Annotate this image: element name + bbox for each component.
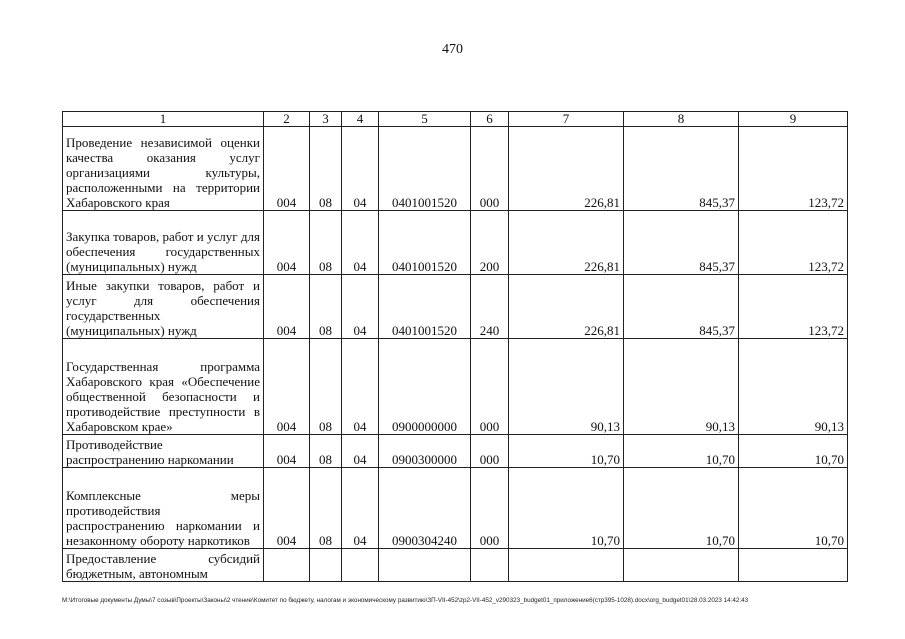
table-row xyxy=(63,127,848,211)
column-header: 5 xyxy=(379,112,471,127)
column-header: 4 xyxy=(342,112,379,127)
table-row xyxy=(63,211,848,275)
row-name: Иные закупки товаров, работ и услуг для обеспечения государственных (муниципальных) нужд xyxy=(63,275,264,339)
cell-c7: 90,13 xyxy=(509,339,624,435)
cell-c8: 845,37 xyxy=(624,211,739,275)
row-name: Комплексные меры противодействия распространению наркомании и незаконному обороту наркотиков xyxy=(63,468,264,549)
column-header: 6 xyxy=(471,112,509,127)
cell-c2: 004 xyxy=(264,468,310,549)
table-row xyxy=(63,435,848,468)
cell-c8: 845,37 xyxy=(624,127,739,211)
cell-c5: 0900000000 xyxy=(379,339,471,435)
header-row xyxy=(63,112,848,127)
cell-c9: 123,72 xyxy=(739,211,848,275)
cell-c3: 08 xyxy=(310,435,342,468)
page-number: 470 xyxy=(442,42,463,57)
cell-c3: 08 xyxy=(310,127,342,211)
cell-c9: 10,70 xyxy=(739,435,848,468)
cell-c5 xyxy=(379,549,471,582)
budget-table xyxy=(62,111,848,582)
column-header: 3 xyxy=(310,112,342,127)
cell-c4: 04 xyxy=(342,339,379,435)
cell-c6 xyxy=(471,549,509,582)
cell-c8: 10,70 xyxy=(624,435,739,468)
cell-c8: 90,13 xyxy=(624,339,739,435)
row-name: Противодействие распространению наркомании xyxy=(63,435,264,468)
cell-c3: 08 xyxy=(310,211,342,275)
cell-c2: 004 xyxy=(264,211,310,275)
cell-c9: 90,13 xyxy=(739,339,848,435)
document-path-footer: M:\Итоговые документы Думы\7 созыв\Проекты\Законы\2 чтение\Комитет по бюджету, налогам и экономическому развитию\ЗП-VII-452\zp2-VII-452_v290323_budget01_приложение6(стр395-1028).docx\org_budget01\28.03.2023 14:42:43 xyxy=(62,597,749,604)
table-row xyxy=(63,468,848,549)
cell-c2: 004 xyxy=(264,435,310,468)
cell-c3 xyxy=(310,549,342,582)
cell-c3: 08 xyxy=(310,339,342,435)
table-row xyxy=(63,549,848,582)
cell-c9 xyxy=(739,549,848,582)
cell-c7: 226,81 xyxy=(509,211,624,275)
cell-c9: 123,72 xyxy=(739,275,848,339)
cell-c5: 0401001520 xyxy=(379,211,471,275)
cell-c4: 04 xyxy=(342,468,379,549)
column-header: 8 xyxy=(624,112,739,127)
cell-c2 xyxy=(264,549,310,582)
table-row xyxy=(63,275,848,339)
cell-c5: 0900300000 xyxy=(379,435,471,468)
column-header: 7 xyxy=(509,112,624,127)
cell-c5: 0401001520 xyxy=(379,275,471,339)
cell-c7: 10,70 xyxy=(509,435,624,468)
cell-c6: 200 xyxy=(471,211,509,275)
column-header: 1 xyxy=(63,112,264,127)
cell-c5: 0401001520 xyxy=(379,127,471,211)
row-name: Проведение независимой оценки качества оказания услуг организациями культуры, расположенными на территории Хабаровского края xyxy=(63,127,264,211)
cell-c6: 000 xyxy=(471,468,509,549)
row-name: Предоставление субсидий бюджетным, автономным xyxy=(63,549,264,582)
row-name: Государственная программа Хабаровского края «Обеспечение общественной безопасности и противодействие преступности в Хабаровском крае» xyxy=(63,339,264,435)
cell-c3: 08 xyxy=(310,468,342,549)
cell-c8: 845,37 xyxy=(624,275,739,339)
cell-c7: 226,81 xyxy=(509,275,624,339)
cell-c2: 004 xyxy=(264,339,310,435)
column-header: 9 xyxy=(739,112,848,127)
cell-c4: 04 xyxy=(342,435,379,468)
cell-c2: 004 xyxy=(264,275,310,339)
cell-c5: 0900304240 xyxy=(379,468,471,549)
cell-c9: 123,72 xyxy=(739,127,848,211)
column-header: 2 xyxy=(264,112,310,127)
cell-c8 xyxy=(624,549,739,582)
table-row xyxy=(63,339,848,435)
cell-c4: 04 xyxy=(342,211,379,275)
cell-c7: 10,70 xyxy=(509,468,624,549)
cell-c7 xyxy=(509,549,624,582)
row-name: Закупка товаров, работ и услуг для обеспечения государственных (муниципальных) нужд xyxy=(63,211,264,275)
cell-c9: 10,70 xyxy=(739,468,848,549)
cell-c4 xyxy=(342,549,379,582)
cell-c6: 000 xyxy=(471,127,509,211)
cell-c6: 240 xyxy=(471,275,509,339)
cell-c4: 04 xyxy=(342,275,379,339)
cell-c4: 04 xyxy=(342,127,379,211)
cell-c6: 000 xyxy=(471,435,509,468)
cell-c2: 004 xyxy=(264,127,310,211)
cell-c7: 226,81 xyxy=(509,127,624,211)
cell-c6: 000 xyxy=(471,339,509,435)
cell-c8: 10,70 xyxy=(624,468,739,549)
cell-c3: 08 xyxy=(310,275,342,339)
